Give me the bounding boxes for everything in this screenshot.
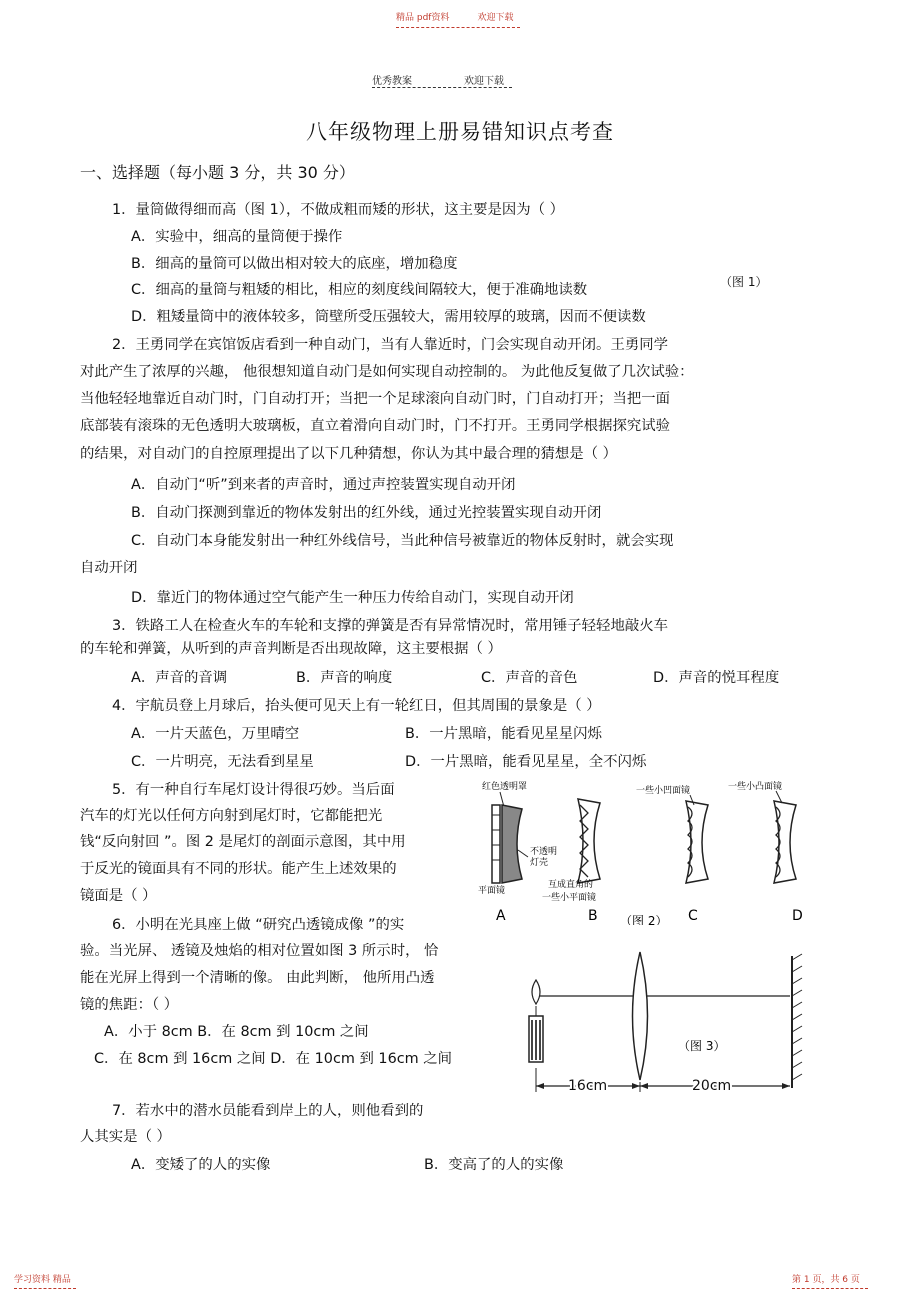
fig2-option-c: C — [688, 908, 698, 924]
fig2-option-a: A — [496, 908, 506, 924]
q3-option-c: C．声音的音色 — [481, 670, 578, 686]
q5-line1: 5．有一种自行车尾灯设计得很巧妙。当后面 — [112, 782, 395, 798]
q2-line1: 2．王勇同学在宾馆饭店看到一种自动门，当有人靠近时，门会实现自动开闭。王勇同学 — [112, 337, 669, 353]
footer-left: 学习资料 精品 — [14, 1275, 71, 1285]
fig2-label-convex: 一些小凸面镜 — [728, 782, 783, 792]
q1-option-b: B．细高的量筒可以做出相对较大的底座，增加稳度 — [131, 256, 458, 272]
q3-option-a: A．声音的音调 — [131, 670, 228, 686]
second-header — [372, 72, 556, 87]
top-header-left: 精品 pdf资料 — [396, 13, 450, 23]
q3-line1: 3．铁路工人在检查火车的车轮和支撑的弹簧是否有异常情况时，常用锤子轻轻地敲火车 — [112, 618, 669, 634]
fig3-screen — [792, 954, 802, 1088]
q2-line2: 对此产生了浓厚的兴趣， 他很想知道自动门是如何实现自动控制的。 为此他反复做了几次试验： — [80, 364, 694, 380]
second-header-divider — [372, 87, 512, 88]
q2-line3: 当他轻轻地靠近自动门时，门自动打开；当把一个足球滚向自动门时，门自动打开；当把一面 — [80, 391, 671, 407]
fig2-lamp-c — [686, 801, 708, 883]
q2-line5: 的结果，对自动门的自控原理提出了以下几种猜想，你认为其中最合理的猜想是（ ） — [80, 446, 618, 462]
fig2-label-right-angle-2: 一些小平面镜 — [542, 893, 597, 903]
fig2-label-red-cover: 红色透明罩 — [482, 782, 528, 792]
q2-option-d: D．靠近门的物体通过空气能产生一种压力传给自动门，实现自动开闭 — [131, 590, 574, 606]
q1-stem: 1．量筒做得细而高（图 1），不做成粗而矮的形状，这主要是因为（ ） — [112, 202, 564, 218]
q4-option-c: C．一片明亮，无法看到星星 — [131, 754, 314, 770]
fig2-caption: （图 2） — [620, 914, 668, 925]
q2-line4: 底部装有滚珠的无色透明大玻璃板，直立着滑向自动门时，门不打开。王勇同学根据探究试验 — [80, 418, 671, 434]
q7-line1: 7．若水中的潜水员能看到岸上的人，则他看到的 — [112, 1103, 424, 1119]
second-header-right: 欢迎下载 — [464, 76, 504, 87]
footer-right-divider — [792, 1288, 868, 1289]
q4-option-a: A．一片天蓝色，万里晴空 — [131, 726, 300, 742]
fig2-label-right-angle-1: 互成直角的 — [548, 880, 594, 890]
fig3-distance-2: 20cm — [692, 1078, 732, 1094]
top-header-divider — [396, 27, 520, 28]
q3-option-d: D．声音的悦耳程度 — [653, 670, 780, 686]
q2-option-c-cont: 自动开闭 — [80, 560, 138, 576]
figure-2 — [470, 775, 815, 925]
q4-stem: 4．宇航员登上月球后，抬头便可见天上有一轮红日，但其周围的景象是（ ） — [112, 698, 601, 714]
fig2-label-plane-mirror: 平面镜 — [478, 886, 506, 896]
figure-3 — [520, 950, 815, 1098]
section-heading: 一、选择题（每小题 3 分，共 30 分） — [80, 163, 355, 182]
top-header — [396, 10, 541, 23]
q2-option-c: C．自动门本身能发射出一种红外线信号，当此种信号被靠近的物体反射时，就会实现 — [131, 533, 674, 549]
q2-option-b: B．自动门探测到靠近的物体发射出的红外线，通过光控装置实现自动开闭 — [131, 505, 602, 521]
q6-options-cd: C．在 8cm 到 16cm 之间 D．在 10cm 到 16cm 之间 — [94, 1051, 453, 1067]
q5-line3: 钱“反向射回 ”。图 2 是尾灯的剖面示意图，其中用 — [80, 834, 406, 850]
q1-option-c: C．细高的量筒与粗矮的相比，相应的刻度线间隔较大，便于准确地读数 — [131, 282, 588, 298]
q6-line2: 验。当光屏、 透镜及烛焰的相对位置如图 3 所示时， 恰 — [80, 943, 439, 959]
q5-line2: 汽车的灯光以任何方向射到尾灯时，它都能把光 — [80, 808, 383, 824]
q7-line2: 人其实是（ ） — [80, 1129, 171, 1145]
q6-line3: 能在光屏上得到一个清晰的像。 由此判断， 他所用凸透 — [80, 970, 435, 986]
q5-line5: 镜面是（ ） — [80, 888, 157, 904]
q1-option-a: A．实验中，细高的量筒便于操作 — [131, 229, 343, 245]
fig1-label: （图 1） — [720, 275, 768, 289]
page-title: 八年级物理上册易错知识点考查 — [306, 120, 614, 144]
fig2-label-opaque-1: 不透明 — [530, 847, 558, 857]
fig3-candle — [529, 980, 543, 1062]
q6-options-ab: A．小于 8cm B．在 8cm 到 10cm 之间 — [104, 1024, 369, 1040]
fig2-lamp-d — [774, 801, 796, 883]
fig2-label-opaque-2: 灯壳 — [530, 858, 549, 868]
q3-option-b: B．声音的响度 — [296, 670, 393, 686]
q6-line1: 6．小明在光具座上做 “研究凸透镜成像 ”的实 — [112, 917, 405, 933]
footer-left-divider — [14, 1288, 76, 1289]
q7-option-a: A．变矮了的人的实像 — [131, 1157, 271, 1173]
fig3-caption: （图 3） — [678, 1039, 726, 1053]
fig2-lamp-b — [578, 799, 600, 883]
second-header-left: 优秀教案 — [372, 76, 412, 87]
q4-option-d: D．一片黑暗，能看见星星，全不闪烁 — [405, 754, 647, 770]
fig3-distance-1: 16cm — [568, 1078, 608, 1094]
q2-option-a: A．自动门“听”到来者的声音时，通过声控装置实现自动开闭 — [131, 477, 516, 493]
fig2-lamp-a — [492, 805, 522, 883]
q5-line4: 于反光的镜面具有不同的形状。能产生上述效果的 — [80, 861, 397, 877]
fig2-option-d: D — [792, 908, 803, 924]
footer-page-number: 第 1 页，共 6 页 — [792, 1275, 860, 1285]
q4-option-b: B．一片黑暗，能看见星星闪烁 — [405, 726, 602, 742]
q6-line4: 镜的焦距：（ ） — [80, 997, 179, 1013]
q1-option-d: D．粗矮量筒中的液体较多，筒壁所受压强较大，需用较厚的玻璃，因而不便读数 — [131, 309, 646, 325]
fig3-lens — [633, 952, 648, 1080]
q7-option-b: B．变高了的人的实像 — [424, 1157, 564, 1173]
top-header-right: 欢迎下载 — [477, 13, 514, 23]
q3-line2: 的车轮和弹簧，从听到的声音判断是否出现故障，这主要根据（ ） — [80, 641, 502, 657]
fig2-option-b: B — [588, 908, 598, 924]
fig2-label-concave: 一些小凹面镜 — [636, 786, 691, 796]
